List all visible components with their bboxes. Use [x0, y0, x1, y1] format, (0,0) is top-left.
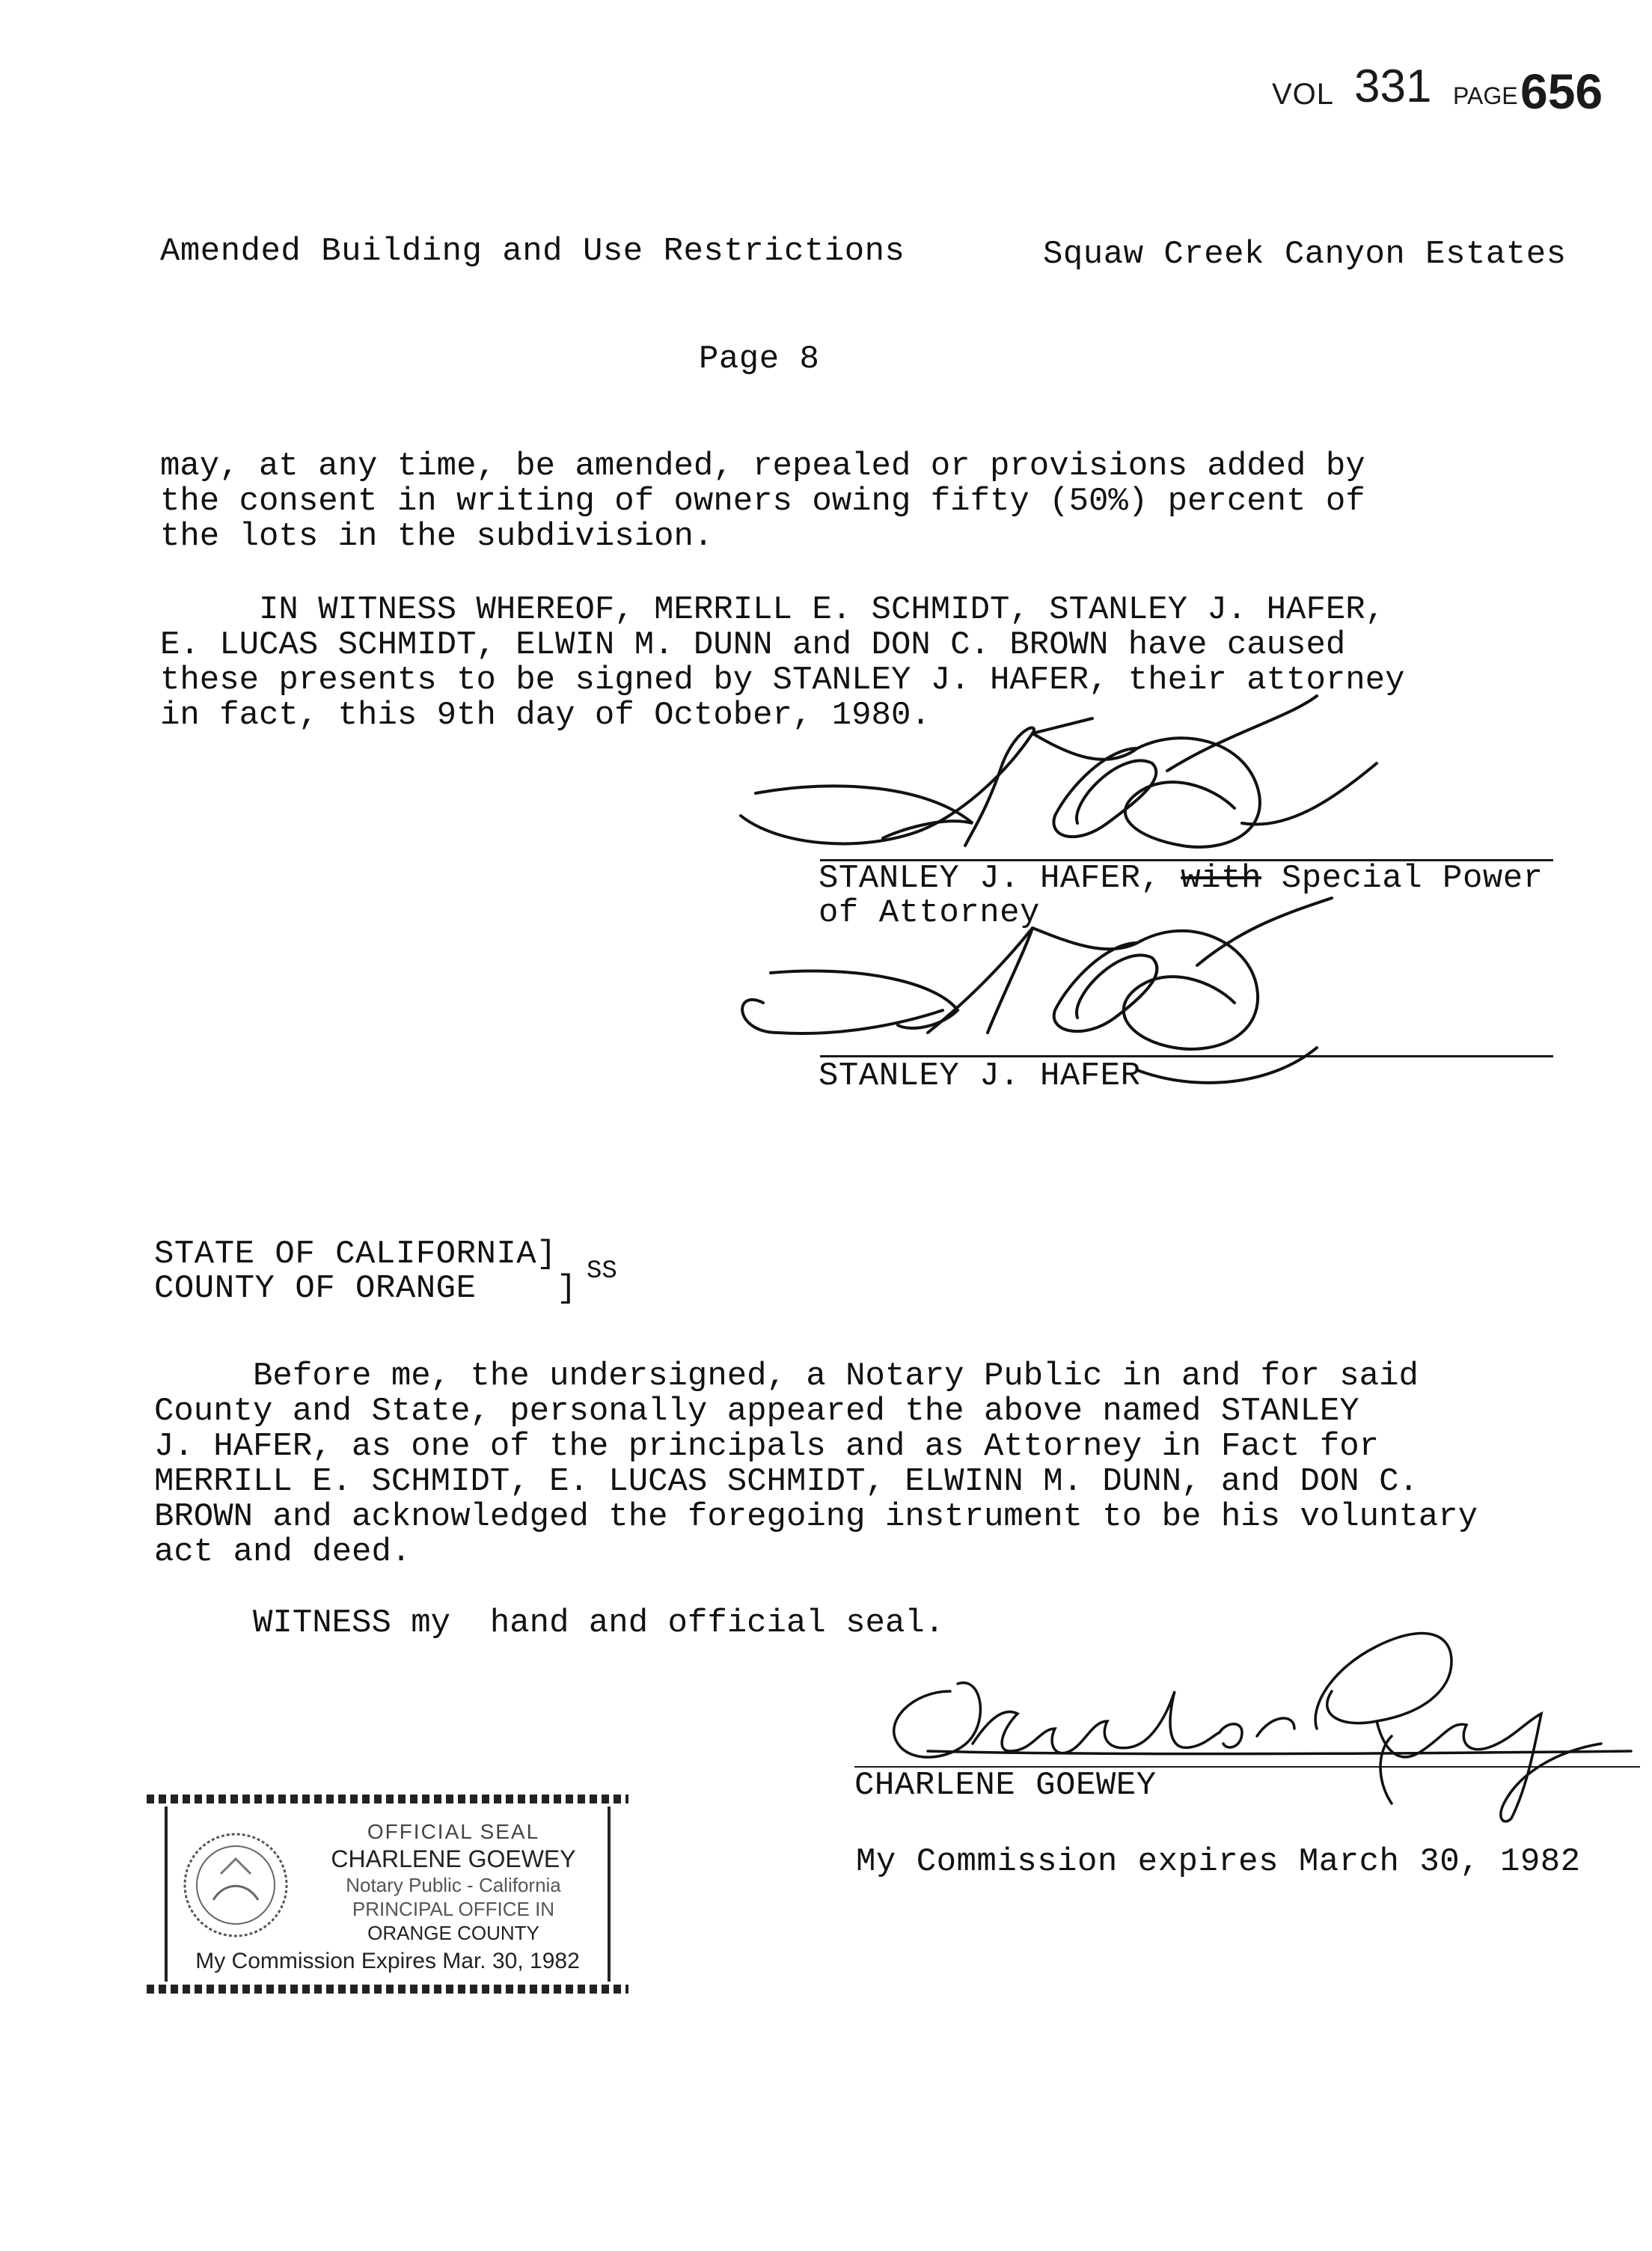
amendment-paragraph [160, 449, 1365, 555]
subdivision-name: Squaw Creek Canyon Estates [1043, 236, 1567, 273]
paragraph-line: in fact, this 9th day of October, 1980. [160, 697, 931, 734]
paragraph-line: E. LUCAS SCHMIDT, ELWIN M. DUNN and DON C. BROWN have caused [160, 626, 1346, 664]
signer-caption-2: STANLEY J. HAFER [819, 1057, 1141, 1095]
signer-caption-1 [819, 861, 1544, 897]
paragraph-line: the consent in writing of owners owing fifty (50%) percent of [160, 483, 1365, 520]
paragraph-line: J. HAFER, as one of the principals and as Attorney in Fact for [154, 1428, 1380, 1465]
vol-number: 331 [1354, 61, 1432, 112]
seal-border-top [147, 1795, 628, 1803]
paragraph-line: IN WITNESS WHEREOF, MERRILL E. SCHMIDT, STANLEY J. HAFER, [160, 591, 1386, 629]
seal-notary-title: Notary Public - California [346, 1874, 561, 1896]
seal-expiration: My Commission Expires Mar. 30, 1982 [195, 1949, 580, 1973]
struck-word: with [1181, 860, 1261, 897]
paragraph-line: MERRILL E. SCHMIDT, E. LUCAS SCHMIDT, ELWINN M. DUNN, and DON C. [154, 1463, 1419, 1500]
witness-line [154, 1606, 944, 1641]
seal-office: PRINCIPAL OFFICE IN [352, 1898, 555, 1920]
caption-part: Special Power [1261, 860, 1544, 897]
page-indicator: Page 8 [699, 340, 820, 378]
acknowledgment-paragraph [154, 1359, 1478, 1570]
paragraph-line: these presents to be signed by STANLEY J. HAFER, their attorney [160, 662, 1405, 699]
recording-stamp [1272, 60, 1616, 127]
page-number: 656 [1520, 64, 1603, 119]
venue-state: STATE OF CALIFORNIA] [154, 1236, 557, 1273]
paragraph-line: may, at any time, be amended, repealed or provisions added by [160, 448, 1365, 485]
seal-notary-name: CHARLENE GOEWEY [331, 1845, 576, 1872]
commission-expiry: My Commission expires March 30, 1982 [856, 1843, 1581, 1881]
page-label: PAGE [1453, 82, 1518, 109]
notary-seal-stamp [147, 1790, 628, 1997]
seal-border-bottom [147, 1985, 628, 1994]
venue-ss: SS [587, 1257, 617, 1286]
seal-title: OFFICIAL SEAL [367, 1820, 540, 1843]
seal-county: ORANGE COUNTY [367, 1922, 539, 1944]
notary-handwritten-signature [853, 1601, 1639, 1841]
caption-part: STANLEY J. HAFER, [819, 860, 1181, 897]
venue-county: COUNTY OF ORANGE ] [154, 1270, 577, 1307]
paragraph-line: County and State, personally appeared the above named STANLEY [154, 1393, 1359, 1430]
paragraph-line: act and deed. [154, 1533, 412, 1571]
notary-name: CHARLENE GOEWEY [854, 1767, 1157, 1804]
witness-text: WITNESS my hand and official seal. [154, 1604, 945, 1642]
document-title: Amended Building and Use Restrictions [160, 233, 905, 270]
paragraph-line: the lots in the subdivision. [160, 518, 714, 555]
state-seal-icon [180, 1829, 292, 1941]
paragraph-line: Before me, the undersigned, a Notary Public in and for said [154, 1357, 1419, 1395]
signer-caption-1-line2: of Attorney [819, 894, 1040, 932]
paragraph-line: BROWN and acknowledged the foregoing instrument to be his voluntary [154, 1498, 1478, 1536]
vol-label: VOL [1272, 78, 1335, 111]
